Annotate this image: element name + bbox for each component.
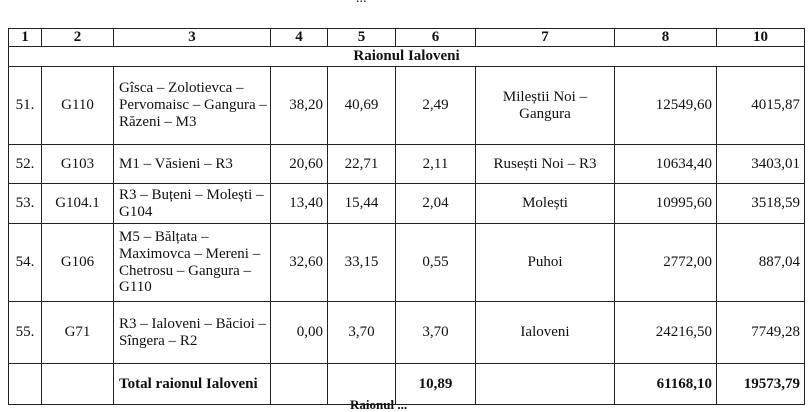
road-code: G103	[42, 145, 114, 184]
cell-col6: 0,55	[396, 224, 476, 302]
table-row	[9, 67, 805, 145]
header-cell: 8	[615, 29, 717, 47]
header-cell: 7	[476, 29, 615, 47]
road-code: G104.1	[42, 184, 114, 224]
top-fragment-text	[356, 0, 367, 7]
road-code: G71	[42, 302, 114, 364]
cell-col8: 24216,50	[615, 302, 717, 364]
cell-col10: 887,04	[717, 224, 805, 302]
table-row	[9, 184, 805, 224]
cell-col10: 3518,59	[717, 184, 805, 224]
bottom-fragment-text: Raionul ...	[350, 397, 408, 412]
road-route: R3 – Buțeni – Molești – G104	[114, 184, 271, 224]
cell-col8: 10995,60	[615, 184, 717, 224]
region-row	[9, 47, 805, 67]
empty-cell	[42, 364, 114, 405]
road-route: M1 – Văsieni – R3	[114, 145, 271, 184]
row-number: 51.	[9, 67, 42, 145]
road-code: G110	[42, 67, 114, 145]
empty-cell	[9, 364, 42, 405]
row-number: 54.	[9, 224, 42, 302]
locality: Mileștii Noi – Gangura	[476, 67, 615, 145]
cell-col8: 2772,00	[615, 224, 717, 302]
road-code: G106	[42, 224, 114, 302]
table-row	[9, 145, 805, 184]
cell-col4: 13,40	[271, 184, 328, 224]
cell-col10: 7749,28	[717, 302, 805, 364]
cell-col4: 38,20	[271, 67, 328, 145]
cell-col5: 40,69	[328, 67, 396, 145]
cell-col10: 3403,01	[717, 145, 805, 184]
row-number: 53.	[9, 184, 42, 224]
road-route: Gîsca – Zolotievca – Pervomaisc – Gangura – Răzeni – M3	[114, 67, 271, 145]
total-col8: 61168,10	[615, 364, 717, 405]
cell-col5: 15,44	[328, 184, 396, 224]
bottom-text-fragment	[350, 397, 430, 412]
header-cell: 2	[42, 29, 114, 47]
cell-col4: 0,00	[271, 302, 328, 364]
total-label: Total raionul Ialoveni	[114, 364, 271, 405]
header-cell: 10	[717, 29, 805, 47]
total-col10: 19573,79	[717, 364, 805, 405]
region-title: Raionul Ialoveni	[9, 47, 805, 67]
row-number: 52.	[9, 145, 42, 184]
cell-col6: 2,04	[396, 184, 476, 224]
road-route: R3 – Ialoveni – Băcioi – Sîngera – R2	[114, 302, 271, 364]
total-col6: 10,89	[396, 364, 476, 405]
row-number: 55.	[9, 302, 42, 364]
cell-col4: 20,60	[271, 145, 328, 184]
cell-col6: 2,11	[396, 145, 476, 184]
locality: Ialoveni	[476, 302, 615, 364]
locality: Molești	[476, 184, 615, 224]
table-row	[9, 224, 805, 302]
cell-col6: 3,70	[396, 302, 476, 364]
cell-col5: 22,71	[328, 145, 396, 184]
road-route: M5 – Bălțata – Maximovca – Mereni – Chetrosu – Gangura – G110	[114, 224, 271, 302]
empty-cell	[476, 364, 615, 405]
header-cell: 5	[328, 29, 396, 47]
roads-table	[8, 28, 805, 405]
header-cell: 3	[114, 29, 271, 47]
locality: Puhoi	[476, 224, 615, 302]
cell-col5: 3,70	[328, 302, 396, 364]
header-cell: 6	[396, 29, 476, 47]
header-cell: 4	[271, 29, 328, 47]
header-cell: 1	[9, 29, 42, 47]
cell-col10: 4015,87	[717, 67, 805, 145]
locality: Rusești Noi – R3	[476, 145, 615, 184]
top-text-fragment	[0, 0, 811, 5]
cell-col4: 32,60	[271, 224, 328, 302]
table-row	[9, 302, 805, 364]
cell-col8: 10634,40	[615, 145, 717, 184]
cell-col8: 12549,60	[615, 67, 717, 145]
cell-col6: 2,49	[396, 67, 476, 145]
empty-cell	[271, 364, 328, 405]
header-row	[9, 29, 805, 47]
cell-col5: 33,15	[328, 224, 396, 302]
